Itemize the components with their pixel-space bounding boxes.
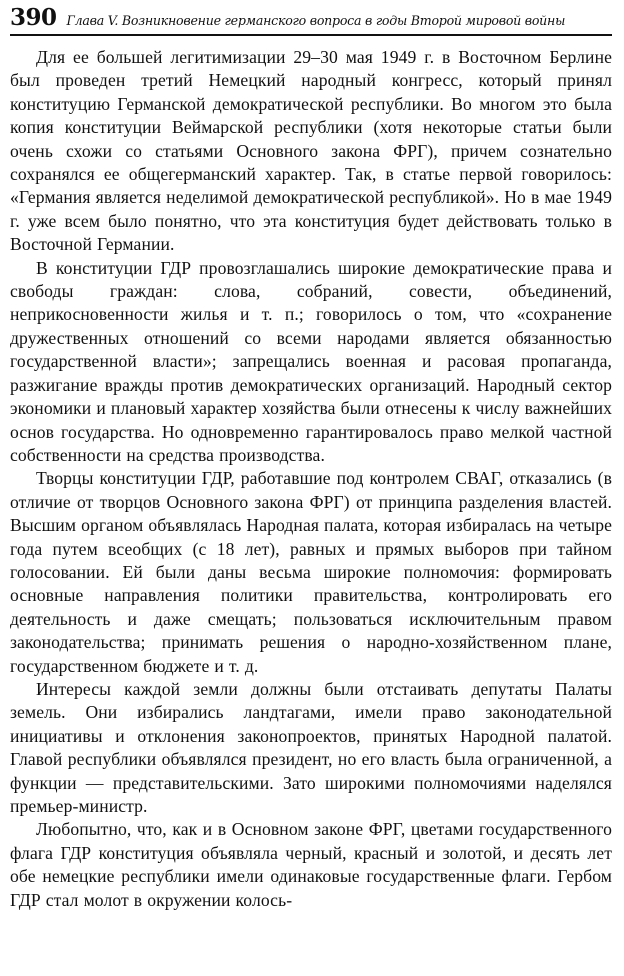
running-head: Глава V. Возникновение германского вопроса в годы Второй мировой войны (66, 13, 566, 28)
page-number: 390 (10, 4, 57, 31)
paragraph: Любопытно, что, как и в Основном законе ФРГ, цветами государственного флага ГДР конституция объявляла черный, красный и золотой, и десять лет обе немецкие республики имели одинаковые государственные флаги. Гербом ГДР стал молот в окружении колось- (10, 819, 612, 910)
paragraph: Творцы конституции ГДР, работавшие под контролем СВАГ, отказались (в отличие от творцов Основного закона ФРГ) от принципа разделения властей. Высшим органом объявлялась Народная палата, которая избиралась на четыре года путем всеобщих (с 18 лет), равных и прямых выборов при тайном голосовании. Ей были даны весьма широкие полномочия: формировать основные направления политики правительства, контролировать его деятельность и даже смещать; пользоваться исключительным правом законодательства; принимать решения о народно-хозяйственном плане, государственном бюджете и т. д. (10, 468, 612, 676)
paragraph: Для ее большей легитимизации 29–30 мая 1949 г. в Восточном Берлине был проведен третий Немецкий народный конгресс, который принял конституцию Германской демократической республики. Во многом это была копия конституции Веймарской республики (хотя некоторые статьи были очень схожи со статьями Основного закона ФРГ), причем сознательно сохранялся ее общегерманский характер. Так, в статье первой говорилось: «Германия является неделимой демократической республикой». Но в мае 1949 г. уже всем было понятно, что эта конституция будет действовать только в Восточной Германии. (10, 47, 612, 255)
paragraph: В конституции ГДР провозглашались широкие демократические права и свободы граждан: слова, собраний, совести, объединений, неприкосновенности жилья и т. п.; говорилось о том, что «сохранение дружественных отношений со всеми народами является обязанностью государственной власти»; запрещались военная и расовая пропаганда, разжигание вражды против демократических организаций. Народный сектор экономики и плановый характер хозяйства были отнесены к числу важнейших основ государства. Но одновременно гарантировалось право мелкой частной собственности на средства производства. (10, 257, 612, 465)
paragraph: Интересы каждой земли должны были отстаивать депутаты Палаты земель. Они избирались ландтагами, имели право законодательной инициативы и отклонения законопроектов, принятых Народной палатой. Главой республики объявлялся президент, но его власть была ограниченной, а функции — представительскими. Зато широкими полномочиями наделялся премьер-министр. (10, 678, 612, 816)
page-header (10, 4, 612, 36)
body-text (10, 46, 612, 912)
